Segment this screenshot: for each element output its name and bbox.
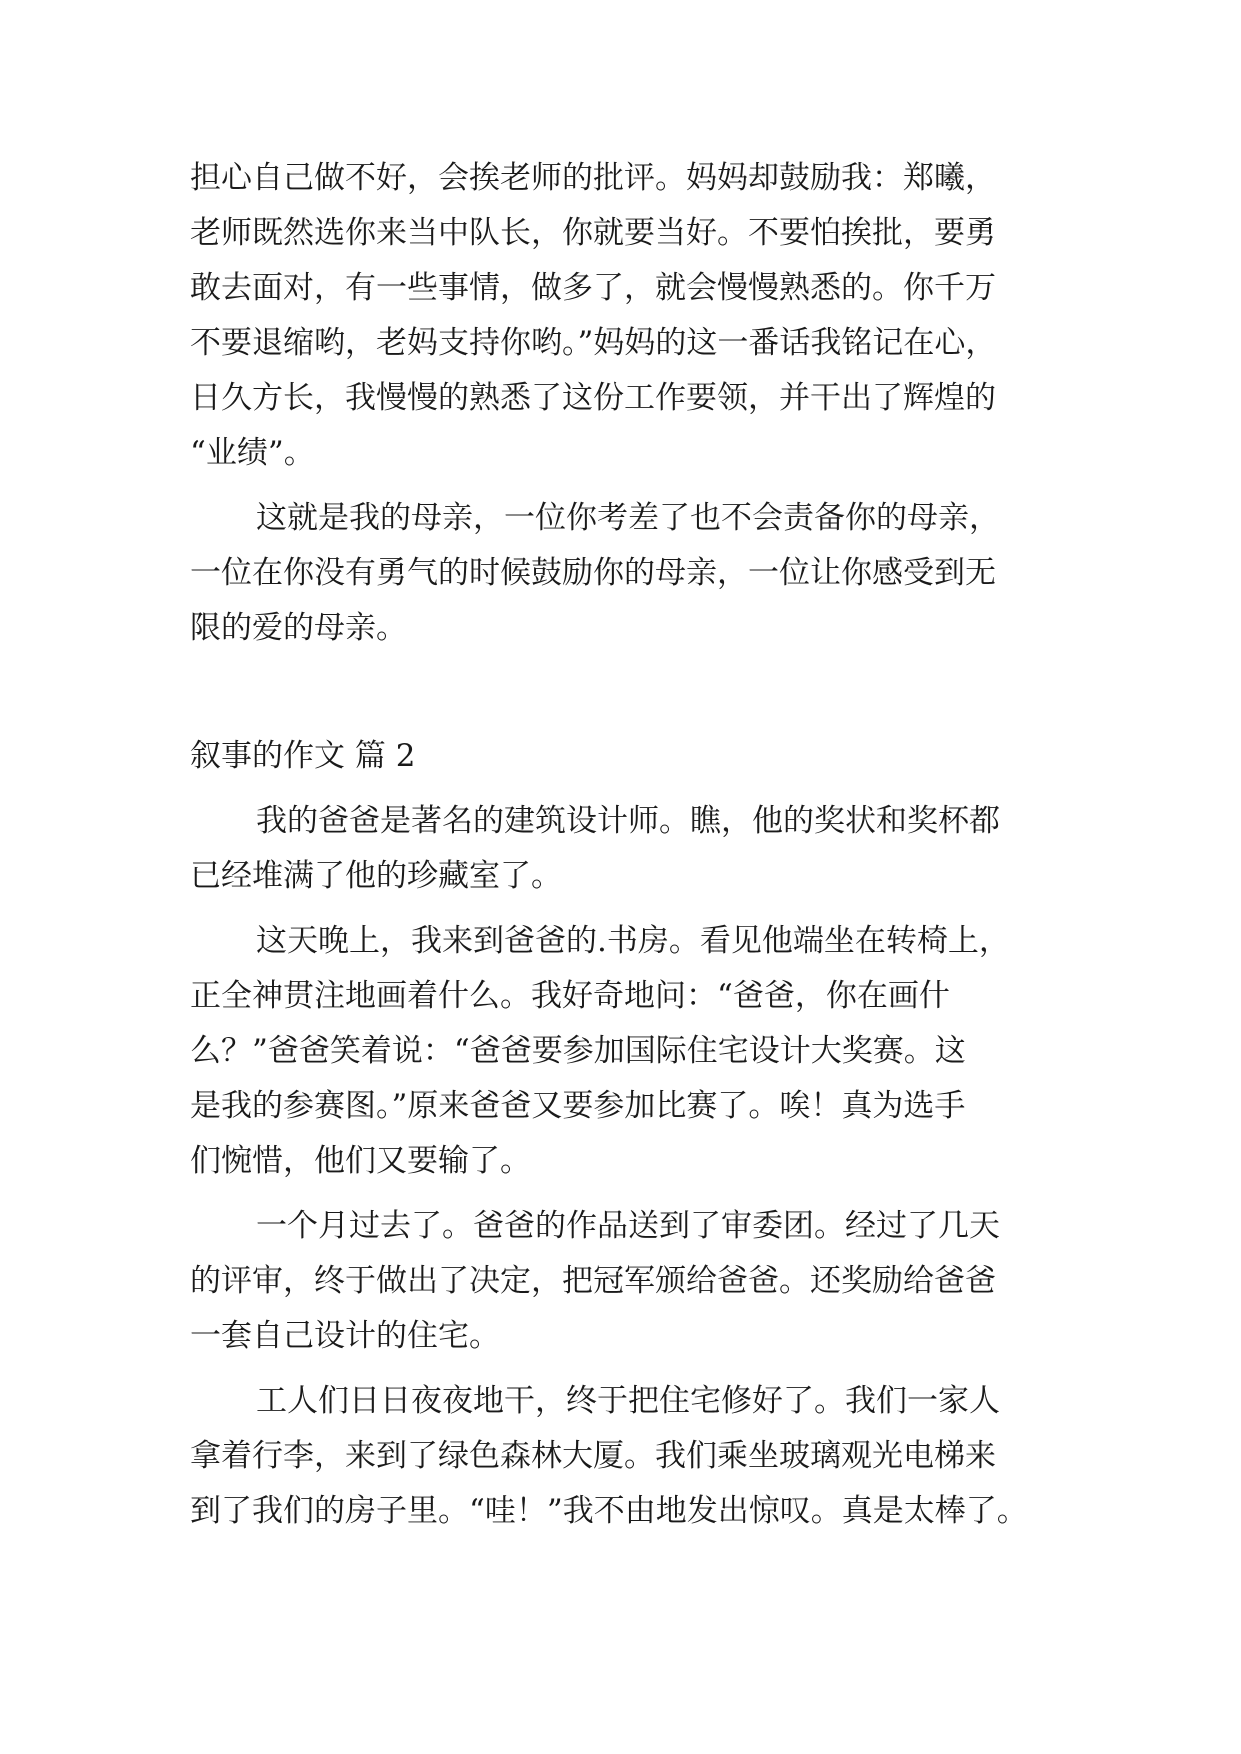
text-line: 一套自己设计的住宅。 [190, 1318, 500, 1354]
text-line: 们惋惜，他们又要输了。 [190, 1143, 531, 1179]
text-line: 不要退缩哟，老妈支持你哟。”妈妈的这一番话我铭记在心， [190, 325, 997, 361]
paragraph-start-line: 工人们日日夜夜地干，终于把住宅修好了。我们一家人 [256, 1383, 1000, 1419]
text-line: 已经堆满了他的珍藏室了。 [190, 858, 562, 894]
text-line: 到了我们的房子里。“哇！”我不由地发出惊叹。真是太棒了。 [190, 1493, 1028, 1529]
paragraph-start-line: 一个月过去了。爸爸的作品送到了审委团。经过了几天 [256, 1208, 1000, 1244]
text-line: 日久方长，我慢慢的熟悉了这份工作要领，并干出了辉煌的 [190, 380, 996, 416]
section-heading: 叙事的作文 篇 2 [190, 738, 416, 774]
paragraph-start-line: 这就是我的母亲，一位你考差了也不会责备你的母亲， [256, 500, 1000, 536]
text-line: 一位在你没有勇气的时候鼓励你的母亲，一位让你感受到无 [190, 555, 996, 591]
text-line: 正全神贯注地画着什么。我好奇地问：“爸爸，你在画什 [190, 978, 950, 1014]
text-line: 限的爱的母亲。 [190, 610, 407, 646]
paragraph-start-line: 这天晚上，我来到爸爸的.书房。看见他端坐在转椅上， [256, 923, 1010, 959]
text-line: 拿着行李，来到了绿色森林大厦。我们乘坐玻璃观光电梯来 [190, 1438, 996, 1474]
text-line: 担心自己做不好，会挨老师的批评。妈妈却鼓励我：郑曦， [190, 160, 996, 196]
text-line: 么？”爸爸笑着说：“爸爸要参加国际住宅设计大奖赛。这 [190, 1033, 966, 1069]
text-line: 的评审，终于做出了决定，把冠军颁给爸爸。还奖励给爸爸 [190, 1263, 996, 1299]
paragraph-start-line: 我的爸爸是著名的建筑设计师。瞧，他的奖状和奖杯都 [256, 803, 1000, 839]
text-line: 老师既然选你来当中队长，你就要当好。不要怕挨批，要勇 [190, 215, 996, 251]
text-line: “业绩”。 [190, 435, 315, 471]
text-line: 是我的参赛图。”原来爸爸又要参加比赛了。唉！真为选手 [190, 1088, 966, 1124]
text-line: 敢去面对，有一些事情，做多了，就会慢慢熟悉的。你千万 [190, 270, 996, 306]
